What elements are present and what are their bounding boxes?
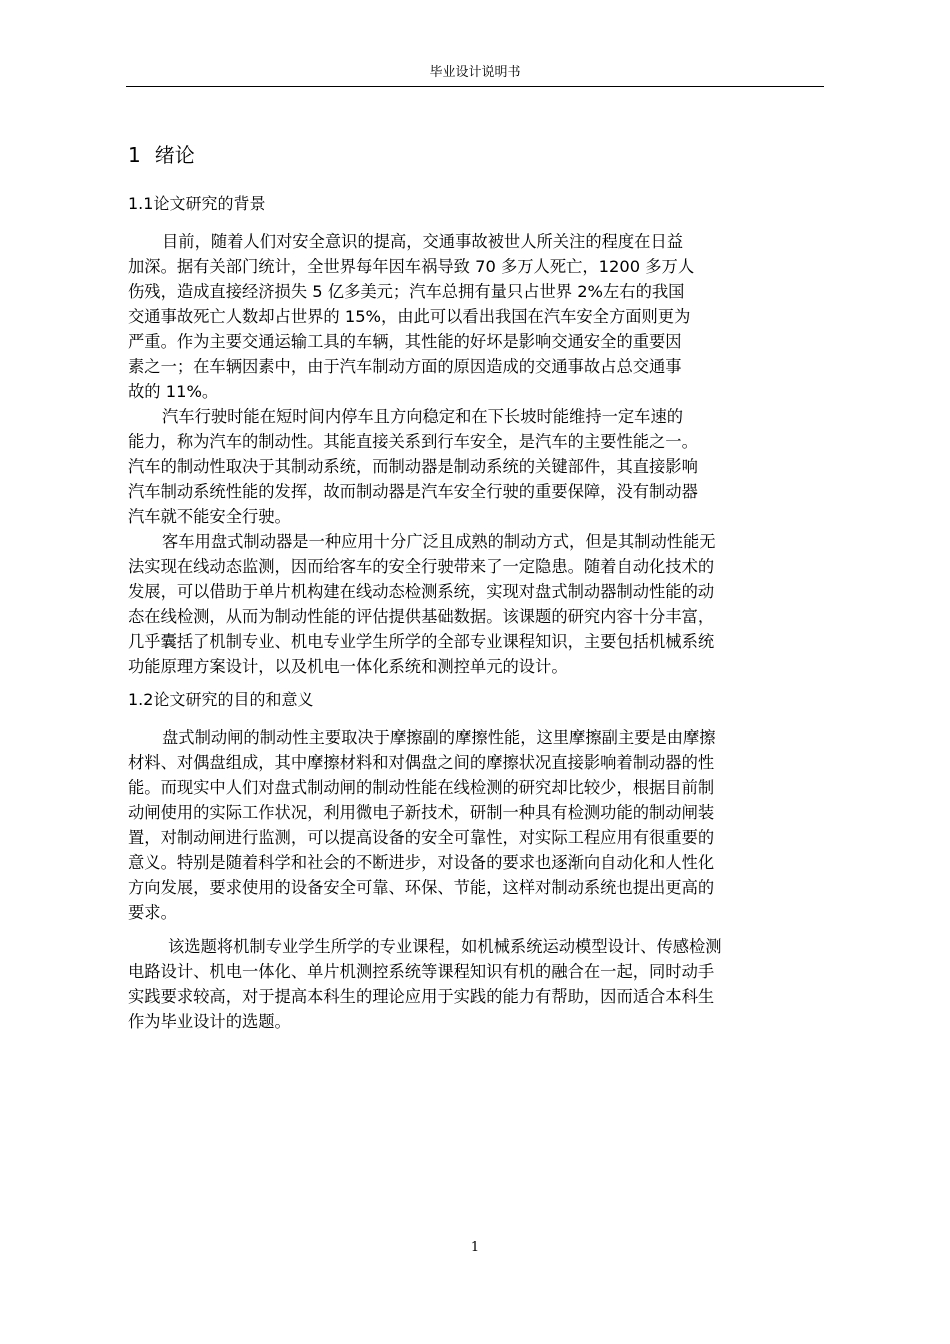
text-line: 目前，随着人们对安全意识的提高，交通事故被世人所关注的程度在日益 [162,232,684,251]
text-line: 法实现在线动态监测，因而给客车的安全行驶带来了一定隐患。随着自动化技术的 [128,557,715,576]
text-line: 态在线检测，从而为制动性能的评估提供基础数据。该课题的研究内容十分丰富， [128,607,715,626]
section-title-1-1: 1.1论文研究的背景 [128,194,266,213]
text-line: 意义。特别是随着科学和社会的不断进步，对设备的要求也逐渐向自动化和人性化 [128,853,715,872]
section-title-1-2: 1.2论文研究的目的和意义 [128,690,314,709]
text-line: 严重。作为主要交通运输工具的车辆，其性能的好坏是影响交通安全的重要因 [128,332,682,351]
text-line: 能力，称为汽车的制动性。其能直接关系到行车安全，是汽车的主要性能之一。 [128,432,698,451]
text-line: 客车用盘式制动器是一种应用十分广泛且成熟的制动方式，但是其制动性能无 [162,532,716,551]
text-line: 能。而现实中人们对盘式制动闸的制动性能在线检测的研究却比较少，根据目前制 [128,778,715,797]
page-header: 毕业设计说明书 [429,65,521,80]
paragraph-purpose-1 [128,725,824,925]
text-line: 方向发展，要求使用的设备安全可靠、环保、节能，这样对制动系统也提出更高的 [128,878,715,897]
text-line: 实践要求较高，对于提高本科生的理论应用于实践的能力有帮助，因而适合本科生 [128,987,715,1006]
text-line: 该选题将机制专业学生所学的专业课程，如机械系统运动模型设计、传感检测 [168,937,722,956]
paragraph-background-2 [128,404,824,529]
paragraph-background-3 [128,529,824,679]
text-line: 材料、对偶盘组成，其中摩擦材料和对偶盘之间的摩擦状况直接影响着制动器的性 [128,753,715,772]
text-line: 功能原理方案设计，以及机电一体化系统和测控单元的设计。 [128,657,568,676]
text-line: 汽车制动系统性能的发挥，故而制动器是汽车安全行驶的重要保障，没有制动器 [128,482,698,501]
text-line: 动闸使用的实际工作状况，利用微电子新技术，研制一种具有检测功能的制动闸装 [128,803,715,822]
text-line: 汽车的制动性取决于其制动系统，而制动器是制动系统的关键部件，其直接影响 [128,457,698,476]
text-line: 几乎囊括了机制专业、机电专业学生所学的全部专业课程知识，主要包括机械系统 [128,632,715,651]
text-line: 置，对制动闸进行监测，可以提高设备的安全可靠性，对实际工程应用有很重要的 [128,828,715,847]
text-line: 发展，可以借助于单片机构建在线动态检测系统，实现对盘式制动器制动性能的动 [128,582,715,601]
text-line: 电路设计、机电一体化、单片机测控系统等课程知识有机的融合在一起，同时动手 [128,962,715,981]
text-line: 故的 11%。 [128,382,219,401]
paragraph-purpose-2 [128,934,824,1034]
paragraph-background-1 [128,229,824,404]
chapter-title-text: 绪论 [154,143,195,167]
text-line: 伤残，造成直接经济损失 5 亿多美元；汽车总拥有量只占世界 2%左右的我国 [128,282,685,301]
text-line: 汽车就不能安全行驶。 [128,507,291,526]
text-line: 要求。 [128,903,177,922]
chapter-number: 1 [128,143,141,167]
text-line: 加深。据有关部门统计，全世界每年因车祸导致 70 多万人死亡，1200 多万人 [128,257,695,276]
text-line: 作为毕业设计的选题。 [128,1012,291,1031]
text-line: 汽车行驶时能在短时间内停车且方向稳定和在下长坡时能维持一定车速的 [162,407,684,426]
text-line: 交通事故死亡人数却占世界的 15%，由此可以看出我国在汽车安全方面则更为 [128,307,691,326]
text-line: 盘式制动闸的制动性主要取决于摩擦副的摩擦性能，这里摩擦副主要是由摩擦 [162,728,716,747]
page-number: 1 [470,1240,480,1255]
header-rule [126,86,824,87]
text-line: 素之一；在车辆因素中，由于汽车制动方面的原因造成的交通事故占总交通事 [128,357,682,376]
chapter-title [128,141,195,169]
